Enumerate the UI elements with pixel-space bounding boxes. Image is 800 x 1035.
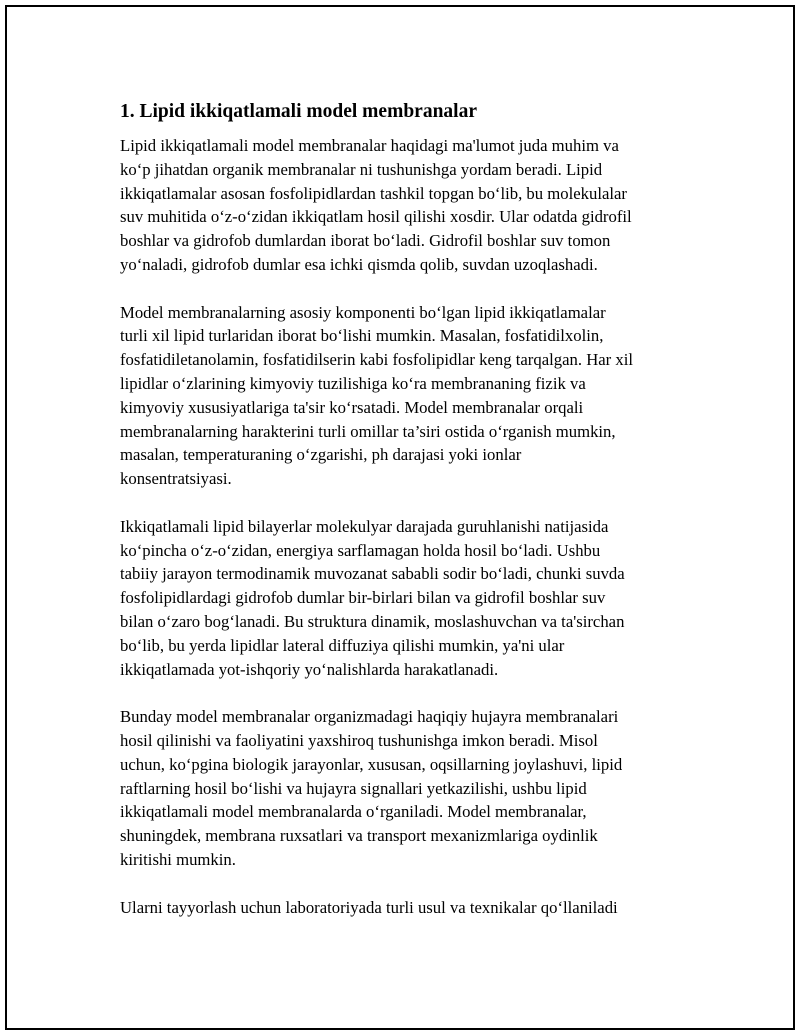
section-heading: 1. Lipid ikkiqatlamali model membranalar — [120, 101, 477, 122]
text-line: ko‘pincha o‘z-o‘zidan, energiya sarflamagan holda hosil bo‘ladi. Ushbu — [120, 540, 601, 560]
text-line: Ularni tayyorlash uchun laboratoriyada turli usul va texnikalar qo‘llaniladi — [120, 897, 618, 917]
text-line: ikkiqatlamalar asosan fosfolipidlardan tashkil topgan bo‘lib, bu molekulalar — [120, 183, 627, 203]
text-line: ikkiqatlamada yot-ishqoriy yo‘nalishlarda harakatlanadi. — [120, 659, 499, 679]
text-line: kiritishi mumkin. — [120, 849, 236, 869]
paragraph-1 — [120, 134, 700, 277]
text-line: shuningdek, membrana ruxsatlari va transport mexanizmlariga oydinlik — [120, 826, 598, 846]
text-line: suv muhitida o‘z-o‘zidan ikkiqatlam hosil qilishi xosdir. Ular odatda gidrofil — [120, 207, 632, 227]
paragraph-3 — [120, 515, 700, 682]
text-line: raftlarning hosil bo‘lishi va hujayra signallari yetkazilishi, ushbu lipid — [120, 778, 587, 798]
text-line: masalan, temperaturaning o‘zgarishi, ph darajasi yoki ionlar — [120, 445, 522, 465]
paragraph-5 — [120, 896, 700, 920]
document-body — [120, 99, 700, 943]
text-line: bo‘lib, bu yerda lipidlar lateral diffuziya qilishi mumkin, ya'ni ular — [120, 635, 565, 655]
paragraph-4 — [120, 705, 700, 872]
text-line: fosfolipidlardagi gidrofob dumlar bir-birlari bilan va gidrofil boshlar suv — [120, 588, 606, 608]
paragraph-2 — [120, 301, 700, 491]
text-line: kimyoviy xususiyatlariga ta'sir ko‘rsatadi. Model membranalar orqali — [120, 397, 584, 417]
text-line: hosil qilinishi va faoliyatini yaxshiroq tushunishga imkon beradi. Misol — [120, 730, 598, 750]
text-line: Ikkiqatlamali lipid bilayerlar molekulyar darajada guruhlanishi natijasida — [120, 516, 609, 536]
text-line: ko‘p jihatdan organik membranalar ni tushunishga yordam beradi. Lipid — [120, 159, 603, 179]
text-line: lipidlar o‘zlarining kimyoviy tuzilishiga ko‘ra membrananing fizik va — [120, 373, 586, 393]
text-line: Lipid ikkiqatlamali model membranalar haqidagi ma'lumot juda muhim va — [120, 136, 619, 155]
text-line: Bunday model membranalar organizmadagi haqiqiy hujayra membranalari — [120, 707, 619, 727]
text-line: Model membranalarning asosiy komponenti bo‘lgan lipid ikkiqatlamalar — [120, 302, 606, 322]
text-line: turli xil lipid turlaridan iborat bo‘lishi mumkin. Masalan, fosfatidilxolin, — [120, 326, 604, 346]
text-line: uchun, ko‘pgina biologik jarayonlar, xususan, oqsillarning joylashuvi, lipid — [120, 754, 623, 774]
text-line: tabiiy jarayon termodinamik muvozanat sababli sodir bo‘ladi, chunki suvda — [120, 564, 625, 584]
text-line: konsentratsiyasi. — [120, 469, 232, 489]
text-line: membranalarning harakterini turli omillar ta’siri ostida o‘rganish mumkin, — [120, 421, 616, 441]
text-line: boshlar va gidrofob dumlardan iborat bo‘ladi. Gidrofil boshlar suv tomon — [120, 231, 611, 251]
page-frame — [5, 5, 795, 1030]
text-line: ikkiqatlamali model membranalarda o‘rganiladi. Model membranalar, — [120, 802, 587, 822]
text-line: bilan o‘zaro bog‘lanadi. Bu struktura dinamik, moslashuvchan va ta'sirchan — [120, 611, 625, 631]
text-line: fosfatidiletanolamin, fosfatidilserin kabi fosfolipidlar keng tarqalgan. Har xil — [120, 350, 633, 370]
text-line: yo‘naladi, gidrofob dumlar esa ichki qismda qolib, suvdan uzoqlashadi. — [120, 254, 598, 274]
